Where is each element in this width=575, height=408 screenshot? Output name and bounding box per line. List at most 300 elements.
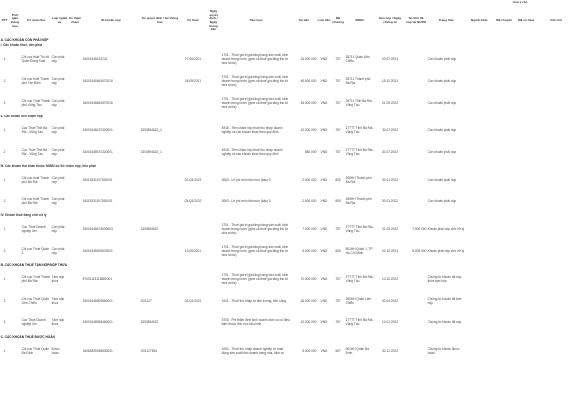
cell-paid-amount [405, 93, 427, 115]
cell-chapter: 757 [335, 150, 341, 155]
cell-amount: 850.000 [304, 150, 317, 155]
cell-feedback [515, 191, 537, 213]
cell-agency: Cục Thuế Doanh nghiệp lớn [21, 224, 46, 233]
col-tax-period: Kỳ thuế [187, 18, 199, 23]
col-paid-amount: Số tiền đã nộp tại NHTM [406, 16, 426, 24]
cell-sub-item: 1701 - Thuế giá trị gia tăng hàng sản xuất, kinh doanh trong nước (gồm cả thuế gia tăng thu từ nhà nước) [221, 272, 289, 285]
col-stt: STT [1, 18, 8, 23]
cell-currency: VND [320, 177, 328, 182]
cell-payment-id: 57001115115880001 [82, 276, 113, 281]
section-label: A. CÁC KHOẢN CÒN PHẢI NỘP [0, 37, 49, 42]
col-due-date: Hạn nộp / Ngày chứng từ [378, 16, 402, 24]
cell-decision-no [140, 269, 180, 291]
cell-feedback [493, 49, 515, 71]
cell-dbhc: 27TTT Tỉnh Bà Rịa - Vũng Tàu [345, 274, 375, 283]
cell-status: Chứng từ khoản được hoàn [427, 346, 460, 355]
table-row [0, 71, 575, 93]
cell-dbhc: 801HH Quận 1, TP Hồ Chí Minh [345, 246, 373, 255]
cell-reference [68, 269, 82, 291]
cell-paid-amount [405, 170, 427, 192]
table-row [0, 313, 575, 335]
cell-chapter: 757 [335, 320, 341, 325]
cell-paid-amount [405, 291, 427, 313]
cell-due-date: 31.03.2022 [382, 226, 398, 231]
col-currency: Loại tiền [317, 18, 331, 23]
cell-status: Chứng từ khoản đã nộp [427, 320, 462, 325]
table-body [0, 37, 575, 362]
cell-tax-period: 03-Q1/2022 [184, 199, 202, 204]
cell-currency: VND [320, 276, 328, 281]
cell-paid-amount [405, 341, 427, 363]
cell-feedback [515, 170, 537, 192]
cell-payment-id: 34015331197530001 [82, 177, 113, 182]
cell-dbhc: 25711 Thành phố Bà Rịa [345, 76, 371, 85]
cell-agency: Chi cục thuế Thị xã Quận Đồng Xoài [21, 55, 49, 64]
cell-agency: Chi cục thuế Thành phố Bà Rịa [21, 197, 50, 206]
cell-feedback [515, 219, 537, 241]
cell-feedback [515, 341, 537, 363]
cell-agency: Chi cục thuế Thành phố Bà Rịa [21, 175, 50, 184]
cell-notice-time [9, 170, 21, 192]
cell-amount: 7.000.000 [302, 226, 317, 231]
cell-notice-time [9, 191, 21, 213]
cell-payment-id: 34063839338630001 [82, 348, 113, 353]
section-label: B. CÁC KHOẢN THUẾ TẠM NỘP/NỘP THỪA [0, 263, 68, 268]
cell-stt: 1 [3, 57, 6, 62]
cell-feedback [493, 93, 515, 115]
cell-amount: 5.000.000 [302, 248, 317, 253]
table-row [0, 269, 575, 291]
cell-feedback [515, 93, 537, 115]
cell-due-date: 10.01.2022 [382, 320, 398, 325]
cell-feedback [465, 170, 493, 192]
cell-stt: 1 [3, 226, 6, 231]
cell-obligation-type: Được hoàn [51, 346, 60, 355]
cell-amount: 15.000.000 [300, 57, 317, 62]
cell-sub-item: 3063 - Lệ phí môn bài mức (bậc) 3 [221, 199, 271, 204]
section-label: C. CÁC KHOẢN THUẾ ĐƯỢC HOÀN [0, 334, 55, 339]
cell-chapter: 757 [335, 100, 341, 105]
col-payment-id: ID khoản nộp [101, 18, 121, 23]
cell-feedback [465, 142, 493, 164]
cell-reference [68, 93, 82, 115]
cell-paid-amount [405, 313, 427, 335]
cell-due-date: 30.04.2022 [382, 298, 398, 303]
cell-payment-id: 34001548470320001 [82, 128, 113, 133]
cell-feedback [515, 142, 537, 164]
cell-agency: Chi cục Thuế Thành phố Bà Rịa [21, 274, 51, 283]
cell-agency: Chi cục Thuế Quận 1 [21, 246, 49, 255]
table-row [0, 142, 575, 164]
cell-obligation-type: Còn phải nộp [51, 55, 65, 64]
cell-feedback [465, 241, 493, 263]
cell-tax-period [180, 313, 206, 335]
cell-feedback [537, 191, 575, 213]
cell-due-date: 30.07.2022 [382, 128, 398, 133]
cell-due-date: 20.10.2021 [382, 248, 398, 253]
cell-notice-time [9, 120, 21, 142]
cell-reference [68, 71, 82, 93]
col-amount: Số tiền [298, 18, 310, 23]
cell-due-date: 15.10.2021 [382, 78, 398, 83]
cell-dbhc: 265HH Quận Liên Chiểu [345, 296, 372, 305]
cell-feedback [515, 120, 537, 142]
table-row [0, 341, 575, 363]
cell-decision-date [206, 142, 221, 164]
cell-sub-item: 1701 - Thuế giá trị gia tăng hàng sản xuất, kinh doanh trong nước (gồm cả thuế gia tăng thu từ nhà nước) [221, 223, 289, 235]
cell-feedback [537, 341, 575, 363]
cell-decision-date [206, 191, 221, 213]
cell-amount: 10.000.000 [300, 128, 317, 133]
table-row [0, 170, 575, 192]
cell-sub-item: 4918 - Tiền chậm nộp thuế thu nhập doanh nghiệp và các khoản khác theo quy định [221, 148, 283, 156]
cell-sub-item: 3705 - Phí thẩm định kinh doanh dịch vụ có điều kiện thuộc lĩnh vực tài chính [221, 318, 290, 327]
col-feedback-2: Mã chuyển [496, 18, 513, 23]
cell-dbhc: 26711 Tỉnh Bà Rịa - Vũng Tàu [345, 98, 374, 107]
cell-currency: VND [320, 320, 328, 325]
cell-payment-id: 34001548405523001 [82, 248, 113, 253]
cell-decision-no: 2303894622 [140, 226, 159, 231]
cell-dbhc: 28711 Quận Liên Chiểu [345, 55, 370, 64]
cell-status: Chứng từ khoản đã nộp thừa tạm nộp [427, 274, 462, 283]
cell-tax-period [180, 142, 206, 164]
cell-sub-item: 1701 - Thuế giá trị gia tăng hàng sản xuất, kinh doanh trong nước (gồm cả thuế gia tăng thu từ nhà nước) [221, 96, 289, 109]
cell-stt: 1 [3, 276, 6, 281]
cell-chapter: 757 [335, 226, 341, 231]
cell-feedback [515, 313, 537, 335]
cell-payment-id: 34001548398460001 [82, 320, 113, 325]
cell-payment-id: 34015331197530001 [82, 199, 113, 204]
cell-due-date: 30.01.2022 [382, 177, 398, 182]
cell-tax-period: 10-09/2021 [184, 248, 202, 253]
cell-chapter: 757 [335, 276, 341, 281]
table-header-row [0, 5, 575, 37]
cell-notice-time [9, 49, 21, 71]
cell-status: Còn khoản phải nộp [427, 199, 457, 204]
table-row [0, 120, 575, 142]
cell-stt: 2 [3, 298, 6, 303]
cell-chapter: 557 [335, 348, 341, 353]
cell-obligation-type: Tạm nộp thừa [51, 296, 65, 305]
cell-paid-amount [405, 120, 427, 142]
cell-feedback [465, 93, 493, 115]
cell-chapter: 757 [335, 78, 341, 83]
cell-stt: 1 [3, 348, 6, 353]
cell-feedback [537, 291, 575, 313]
cell-decision-date [206, 71, 221, 93]
cell-feedback [537, 219, 575, 241]
cell-obligation-type: Còn phải nộp [51, 175, 65, 184]
cell-status: Còn khoản phải nộp [427, 57, 457, 62]
cell-reference [68, 313, 82, 335]
section-label: II. Các khoản tiền chậm nộp [0, 114, 43, 119]
cell-decision-no: 2303894622_1 [140, 150, 162, 155]
cell-due-date: 10.10.2022 [382, 276, 398, 281]
cell-paid-amount [405, 71, 427, 93]
cell-feedback [515, 49, 537, 71]
cell-paid-amount: 7.000.000 [412, 226, 427, 231]
cell-feedback [515, 241, 537, 263]
col-decision-date: Ngày quyết định / Ngày thông báo [209, 9, 218, 32]
cell-decision-date [206, 241, 221, 263]
cell-stt: 1 [3, 128, 6, 133]
cell-agency: Chi cục thuế Thành phố Tân Biên [21, 76, 50, 85]
cell-feedback [465, 291, 493, 313]
cell-decision-date [206, 170, 221, 192]
cell-chapter: 805 [335, 199, 341, 204]
cell-paid-amount [405, 49, 427, 71]
col-agency: Cơ quan thu [26, 18, 46, 23]
col-chapter: Mã chương [332, 16, 344, 24]
cell-dbhc: 27TTT Tỉnh Bà Rịa - Vũng Tàu [345, 318, 375, 327]
cell-stt: 3 [3, 320, 6, 325]
cell-chapter: 805 [335, 177, 341, 182]
cell-notice-time [9, 71, 21, 93]
cell-paid-amount [405, 269, 427, 291]
cell-reference [68, 170, 82, 192]
cell-currency: VND [320, 226, 328, 231]
cell-decision-no: G01127834 [140, 348, 158, 353]
cell-reference [68, 241, 82, 263]
cell-amount: 45.000.000 [300, 78, 317, 83]
cell-stt: 2 [3, 150, 6, 155]
cell-payment-id: 34001546470231 [82, 57, 108, 62]
col-dbhc: ĐBHC [355, 18, 365, 23]
cell-status: Còn khoản phải nộp [427, 128, 457, 133]
cell-stt: 1 [3, 177, 6, 182]
cell-feedback [493, 219, 515, 241]
cell-chapter: 757 [335, 298, 341, 303]
cell-notice-time [9, 269, 21, 291]
cell-decision-no [140, 191, 180, 213]
cell-paid-amount [405, 191, 427, 213]
cell-obligation-type: Còn phải nộp [51, 148, 65, 156]
table-row [0, 93, 575, 115]
table-row [0, 291, 575, 313]
cell-feedback [493, 71, 515, 93]
cell-feedback [537, 120, 575, 142]
table-row [0, 191, 575, 213]
cell-decision-date [206, 269, 221, 291]
cell-amount: 18.000.000 [300, 298, 317, 303]
cell-feedback [537, 241, 575, 263]
cell-reference [68, 191, 82, 213]
col-feedback-3: Mã số thuế [518, 18, 535, 23]
cell-chapter: 605 [335, 248, 341, 253]
cell-paid-amount: 5.000.000 [412, 248, 427, 253]
feedback-group-header: Góp ý cho [512, 0, 528, 4]
cell-reference [68, 341, 82, 363]
cell-status: Khoản phải nộp chờ xử lý [427, 226, 465, 231]
cell-status: Còn khoản phải nộp [427, 100, 457, 105]
cell-feedback [465, 191, 493, 213]
table-row [0, 219, 575, 241]
cell-decision-date [206, 49, 221, 71]
cell-feedback [537, 269, 575, 291]
cell-reference [68, 219, 82, 241]
cell-obligation-type: Còn phải nộp [51, 126, 65, 135]
cell-feedback [515, 269, 537, 291]
cell-obligation-type: Còn phải nộp [51, 98, 65, 107]
cell-sub-item: 1052 - Thuế thu nhập doanh nghiệp từ hoạt động sản xuất kinh doanh hàng hóa, dịch vụ [221, 346, 285, 355]
cell-due-date: 20.07.2021 [382, 57, 398, 62]
cell-feedback [537, 93, 575, 115]
cell-feedback [537, 49, 575, 71]
cell-agency: Cục Thuế Tỉnh Bà Rịa - Vũng Tàu [21, 148, 48, 156]
cell-agency: Cục Thuế Tỉnh Bà Rịa - Vũng Tàu [21, 126, 48, 135]
cell-reference [68, 120, 82, 142]
cell-chapter: 757 [335, 57, 341, 62]
cell-reference [68, 142, 82, 164]
col-feedback-1: Người khai [470, 18, 488, 23]
cell-feedback [537, 142, 575, 164]
cell-agency: Chi cục Thuế Quận Ba Đình [21, 346, 49, 355]
cell-feedback [493, 142, 515, 164]
cell-sub-item: 1701 - Thuế giá trị gia tăng hàng sản xuất, kinh doanh trong nước (gồm cả thuế gia tăng thu từ nhà nước) [221, 244, 289, 257]
cell-notice-time [9, 341, 21, 363]
cell-currency: VND [320, 298, 328, 303]
cell-sub-item: 1701 - Thuế giá trị gia tăng hàng sản xuất, kinh doanh trong nước (gồm cả thuế gia tăng thu từ nhà nước) [221, 53, 289, 66]
cell-dbhc: 265HH Thành phố Bà Rịa [345, 197, 372, 206]
cell-currency: VND [320, 57, 328, 62]
cell-obligation-type: Còn phải nộp [51, 224, 65, 233]
cell-status: Khoản phải nộp chờ xử lý [427, 248, 465, 253]
cell-feedback [515, 71, 537, 93]
cell-feedback [537, 71, 575, 93]
cell-feedback [465, 313, 493, 335]
cell-decision-no: 2303894622_1 [140, 128, 162, 133]
cell-tax-period [180, 120, 206, 142]
cell-dbhc: 27TTT Tỉnh Bà Rịa - Vũng Tàu [345, 148, 375, 156]
cell-amount: 45.000.000 [300, 100, 317, 105]
cell-tax-period [180, 219, 206, 241]
cell-decision-no [140, 170, 180, 192]
cell-decision-no [140, 93, 180, 115]
cell-status: Chứng từ khoản đã tạm nộp [427, 296, 462, 305]
section-label: I. Các khoản thuế, tiền phạt [0, 43, 43, 48]
cell-dbhc: 265HH Thành phố Bà Rịa [345, 175, 372, 184]
cell-status: Còn khoản phải nộp [427, 177, 457, 182]
cell-dbhc: 27TTT Tỉnh Bà Rịa - Vũng Tàu [345, 224, 375, 233]
cell-decision-no: 2303894622 [140, 320, 159, 325]
cell-due-date: 01.09.2022 [382, 100, 398, 105]
cell-sub-item: 4918 - Tiền chậm nộp thuế thu nhập doanh nghiệp và các khoản khác theo quy định [221, 126, 283, 135]
cell-feedback [465, 120, 493, 142]
cell-due-date: 30.01.2022 [382, 199, 398, 204]
cell-obligation-type: Tạm nộp thừa [51, 318, 65, 327]
cell-stt: 2 [3, 199, 6, 204]
cell-amount: 5.000.000 [302, 348, 317, 353]
cell-currency: VND [320, 248, 328, 253]
cell-tax-period: 06-09/2021 [184, 78, 202, 83]
cell-notice-time [9, 219, 21, 241]
cell-due-date: 30.12.2022 [382, 348, 398, 353]
cell-reference [68, 49, 82, 71]
cell-tax-period [180, 269, 206, 291]
cell-decision-date [206, 291, 221, 313]
cell-currency: VND [320, 348, 328, 353]
cell-agency: Chi cục Thuế Thành phố Vũng Tàu [21, 98, 51, 107]
cell-stt: 2 [3, 78, 6, 83]
cell-notice-time [9, 313, 21, 335]
cell-currency: VND [320, 150, 328, 155]
cell-dbhc: 27TTT Tỉnh Bà Rịa - Vũng Tàu [345, 126, 375, 135]
cell-payment-id: 34001548470320001 [82, 150, 113, 155]
cell-currency: VND [320, 199, 328, 204]
table-row [0, 241, 575, 263]
cell-status: Còn khoản phải nộp [427, 78, 457, 83]
cell-feedback [537, 170, 575, 192]
cell-paid-amount [405, 142, 427, 164]
cell-notice-time [9, 291, 21, 313]
cell-due-date: 30.07.2022 [382, 150, 398, 155]
col-sub-item: Tiểu mục [249, 18, 263, 23]
cell-payment-id: 34001548464570215 [82, 78, 113, 83]
cell-tax-period: 02-Q1/2022 [184, 177, 202, 182]
cell-currency: VND [320, 128, 328, 133]
cell-sub-item: 1001 - Thuế thu nhập từ tiền lương, tiền công [221, 298, 287, 303]
col-decision-no: Số quyết định / Số thông báo [141, 16, 179, 24]
cell-feedback [537, 313, 575, 335]
cell-obligation-type: Tạm nộp thừa [51, 274, 65, 283]
cell-obligation-type: Còn phải nộp [51, 246, 65, 255]
cell-decision-date [206, 341, 221, 363]
cell-amount: 2.000.000 [302, 177, 317, 182]
cell-feedback [465, 341, 493, 363]
cell-amount: 10.000.000 [300, 320, 317, 325]
cell-notice-time [9, 93, 21, 115]
cell-decision-no [140, 71, 180, 93]
cell-feedback [493, 313, 515, 335]
cell-notice-time [9, 241, 21, 263]
table-row [0, 49, 575, 71]
cell-agency: Chi cục Thuế Quận Liên Chiểu [21, 296, 49, 305]
cell-status: Còn khoản phải nộp [427, 150, 457, 155]
col-obligation-type: Loại nghĩa vụ [51, 16, 68, 24]
cell-feedback [493, 191, 515, 213]
cell-payment-id: 34001548464570216 [82, 100, 113, 105]
cell-tax-period [180, 93, 206, 115]
col-feedback-4: Ghi chú [550, 18, 562, 23]
cell-amount: 70.000.000 [300, 276, 317, 281]
cell-tax-period: 03-Q1/2022 [184, 298, 202, 303]
cell-feedback [493, 269, 515, 291]
col-reference: Số tham chiếu [68, 16, 82, 24]
col-notice-time: Thời gian thông báo [10, 12, 20, 28]
cell-payment-id: 34001548474630003 [82, 226, 113, 231]
col-status: Trạng thái [438, 18, 454, 23]
cell-feedback [493, 291, 515, 313]
cell-obligation-type: Còn phải nộp [51, 76, 65, 85]
cell-decision-no [140, 49, 180, 71]
section-label: IV. Khoản thuế đang chờ xử lý [0, 213, 47, 218]
cell-amount: 2.000.000 [302, 199, 317, 204]
cell-sub-item: 3063 - Lệ phí môn bài mức (bậc) 3 [221, 177, 271, 182]
cell-chapter: 757 [335, 128, 341, 133]
cell-feedback [465, 269, 493, 291]
cell-currency: VND [320, 78, 328, 83]
cell-decision-date [206, 219, 221, 241]
cell-feedback [493, 341, 515, 363]
cell-stt: 2 [3, 248, 6, 253]
cell-reference [68, 291, 82, 313]
cell-decision-date [206, 93, 221, 115]
cell-decision-no [140, 241, 180, 263]
cell-feedback [493, 170, 515, 192]
cell-dbhc: 001HH Quận Ba Đình [345, 346, 369, 355]
cell-feedback [465, 49, 493, 71]
cell-feedback [465, 71, 493, 93]
